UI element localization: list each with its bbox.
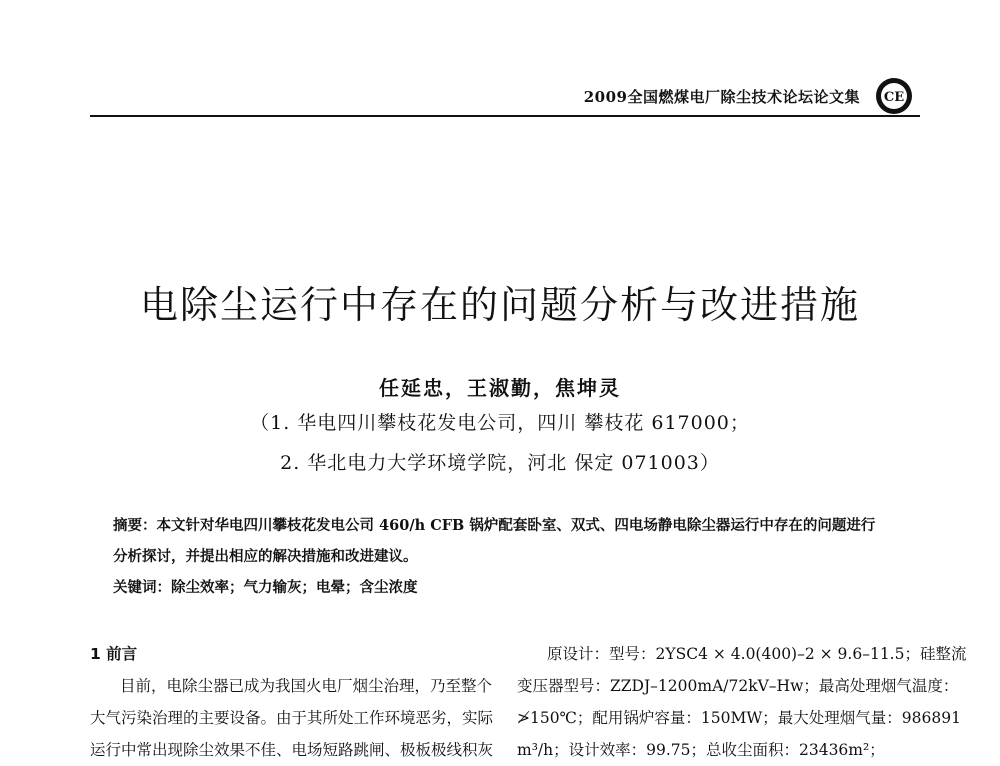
- body-line: 原设计：型号：2YSC4 × 4.0(400)–2 × 9.6–11.5；硅整流: [547, 645, 967, 663]
- body-line: 大气污染治理的主要设备。由于其所处工作环境恶劣，实际: [90, 709, 494, 727]
- conference-logo-icon: [874, 76, 914, 116]
- left-column: [90, 638, 494, 766]
- header-rule: [90, 115, 920, 117]
- logo-text: CE: [883, 90, 905, 105]
- paper-title: 电除尘运行中存在的问题分析与改进措施: [139, 283, 860, 327]
- right-column: [517, 638, 967, 766]
- affiliation-2: 2. 华北电力大学环境学院，河北 保定 071003）: [280, 452, 720, 474]
- body-line: 运行中常出现除尘效果不佳、电场短路跳闸、极板极线积灰: [90, 741, 494, 759]
- body-line: 变压器型号：ZZDJ–1200mA/72kV–Hw；最高处理烟气温度：: [517, 677, 959, 695]
- abstract-line-1: 摘要：本文针对华电四川攀枝花发电公司 460/h CFB 锅炉配套卧室、双式、四电场静电除尘器运行中存在的问题进行: [113, 517, 876, 534]
- keywords: 关键词：除尘效率；气力输灰；电晕；含尘浓度: [113, 579, 418, 596]
- body-line: m³/h；设计效率：99.75；总收尘面积：23436m²；: [517, 741, 885, 759]
- body-line: ≯150℃；配用锅炉容量：150MW；最大处理烟气量：986891: [517, 709, 961, 727]
- paper-authors: 任延忠，王淑勤，焦坤灵: [379, 376, 621, 400]
- affiliation-1: （1. 华电四川攀枝花发电公司，四川 攀枝花 617000；: [250, 412, 750, 434]
- section-heading: 1 前言: [90, 645, 138, 663]
- body-line: 目前，电除尘器已成为我国火电厂烟尘治理，乃至整个: [120, 677, 493, 695]
- abstract-line-2: 分析探讨，并提出相应的解决措施和改进建议。: [113, 548, 418, 565]
- running-header: 2009全国燃煤电厂除尘技术论坛论文集: [583, 88, 860, 106]
